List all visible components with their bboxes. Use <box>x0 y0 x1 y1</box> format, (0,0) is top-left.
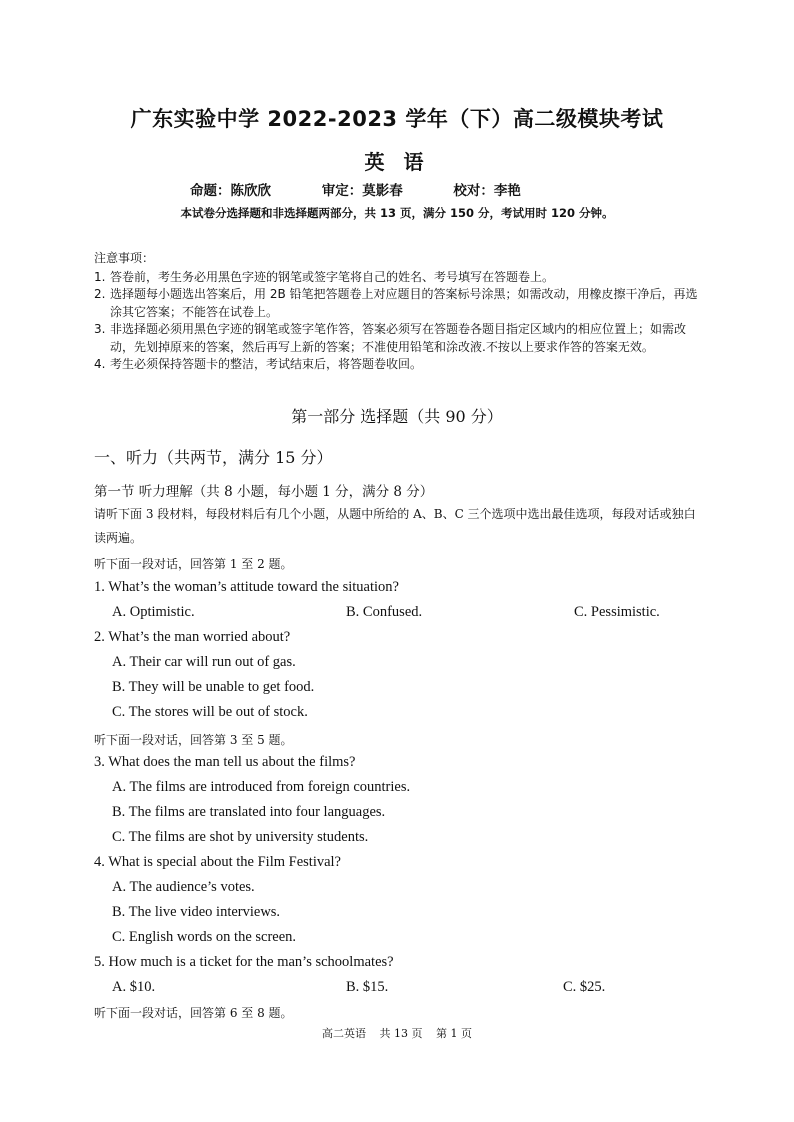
reviewer-credit: 审定：莫影春 <box>321 183 403 199</box>
option-a: A. The audience’s votes. <box>112 879 255 895</box>
notes-block <box>94 250 706 374</box>
question-4: 4. What is special about the Film Festival? <box>94 854 341 870</box>
note-item <box>94 356 706 374</box>
option-b: B. The films are translated into four languages. <box>112 804 386 820</box>
option-c: C. $25. <box>563 979 606 995</box>
option-c: C. The stores will be out of stock. <box>112 704 308 720</box>
note-number: 1. <box>94 269 106 284</box>
option-c: C. English words on the screen. <box>112 929 297 945</box>
note-text: 选择题每小题选出答案后，用 2B 铅笔把答题卷上对应题目的答案标号涂黑；如需改动，用橡皮擦干净后，再选涂其它答案；不能答在试卷上。 <box>110 287 698 319</box>
page-footer <box>0 1025 794 1041</box>
proofreader-credit: 校对：李艳 <box>453 183 521 199</box>
option-b: B. Confused. <box>346 604 423 620</box>
question-3: 3. What does the man tell us about the films? <box>94 754 356 770</box>
dialogue-prompt: 听下面一段对话，回答第 6 至 8 题。 <box>94 1006 293 1020</box>
section-title: 一、听力（共两节，满分 15 分） <box>94 448 333 467</box>
note-text: 考生必须保持答题卡的整洁，考试结束后，将答题卷收回。 <box>110 357 423 371</box>
note-item <box>94 286 706 321</box>
subsection-title: 第一节 听力理解（共 8 小题，每小题 1 分，满分 8 分） <box>94 484 434 500</box>
option-a: A. Their car will run out of gas. <box>112 654 296 670</box>
note-number: 3. <box>94 322 106 336</box>
note-number: 2. <box>94 287 106 301</box>
option-b: B. They will be unable to get food. <box>112 679 315 695</box>
setter-credit: 命题：陈欣欣 <box>190 183 271 199</box>
footer-total-pages: 共 13 页 <box>379 1027 423 1040</box>
note-text: 答卷前，考生务必用黑色字迹的钢笔或签字笔将自己的姓名、考号填写在答题卷上。 <box>110 269 555 284</box>
option-b: B. The live video interviews. <box>112 904 281 920</box>
question-1: 1. What’s the woman’s attitude toward the situation? <box>94 579 399 595</box>
footer-page-number: 第 1 页 <box>436 1027 472 1040</box>
note-text: 非选择题必须用黑色字迹的钢笔或签字笔作答，答案必须写在答题卷各题目指定区域内的相应位置上；如需改动，先划掉原来的答案，然后再写上新的答案；不准使用铅笔和涂改液.不按以上要求作答的答案无效。 <box>110 322 687 354</box>
footer-subject: 高二英语 <box>322 1027 366 1040</box>
credits-line <box>190 179 567 199</box>
option-c: C. Pessimistic. <box>574 604 660 620</box>
note-item <box>94 321 706 356</box>
question-2: 2. What’s the man worried about? <box>94 629 291 645</box>
part-title: 第一部分 选择题（共 90 分） <box>291 407 503 426</box>
note-item <box>94 269 706 287</box>
option-a: A. The films are introduced from foreign countries. <box>112 779 411 795</box>
note-number: 4. <box>94 357 106 371</box>
exam-meta: 本试卷分选择题和非选择题两部分，共 13 页，满分 150 分，考试用时 120 分钟。 <box>180 206 614 220</box>
subject-title: 英 语 <box>364 150 430 174</box>
exam-title: 广东实验中学 2022-2023 学年（下）高二级模块考试 <box>130 107 664 131</box>
dialogue-prompt: 听下面一段对话，回答第 1 至 2 题。 <box>94 557 293 571</box>
option-b: B. $15. <box>346 979 389 995</box>
question-5: 5. How much is a ticket for the man’s schoolmates? <box>94 954 394 970</box>
dialogue-prompt: 听下面一段对话，回答第 3 至 5 题。 <box>94 733 293 747</box>
option-a: A. Optimistic. <box>112 604 195 620</box>
instruction-text: 请听下面 3 段材料，每段材料后有几个小题，从题中所给的 A、B、C 三个选项中选出最佳选项，每段对话或独白读两遍。 <box>94 507 696 545</box>
option-c: C. The films are shot by university students. <box>112 829 369 845</box>
option-a: A. $10. <box>112 979 156 995</box>
notes-heading: 注意事项： <box>94 251 155 265</box>
